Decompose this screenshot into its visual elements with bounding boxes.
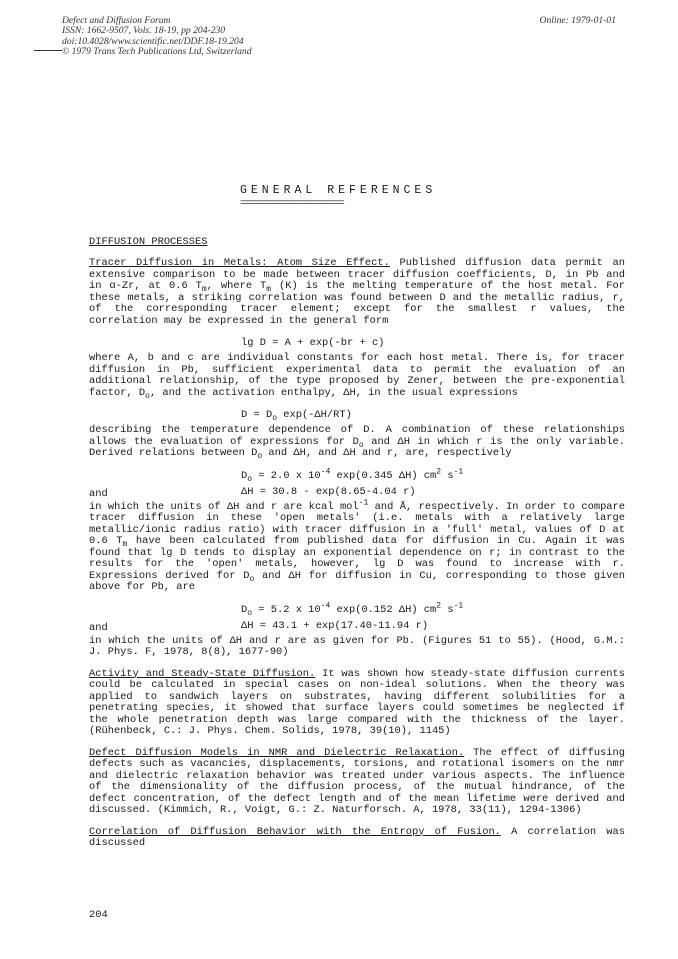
entry-activity: Activity and Steady-State Diffusion. It was shown how steady-state diffusion currents could be calculated in special cases on non-ideal solutions. When the theory was applied to sandwich layers on substrates, having different solubilities for a penetrating species, it showed that surface layers could sometimes be neglected if the whole penetration depth was large compared with the thickness of the layer. (Rühenbeck, C.: J. Phys. Chem. Solids, 1978, 39(10), 1145) — [89, 667, 625, 737]
and-connector: and — [89, 487, 108, 500]
paragraph-tracer-4: in which the units of ΔH and r are kcal mol$^{-1}$ and Å, respectively. In order to compare tracer diffusion in these 'open metals' (i.e. metals with a relatively large metallic/ionic radius ratio) with tracer diffusion in a 'full' metal, values of D at 0.6 $T_m$ have been calculated from published data for diffusion in Cu. Again it was found that lg D tends to display an exponential dependence on r; in contrast to the results for the 'open' metals, however, lg D was found to increase with r. Expressions derived for $D_o$ and ΔH for diffusion in Cu, corresponding to those given above for Pb, are — [89, 498, 626, 593]
paragraph-tracer-1: Tracer Diffusion in Metals: Atom Size Effect. Published diffusion data permit an extensive comparison to be made between tracer diffusion coefficients, D, in Pb and in α-Zr, at 0.6 $T_m$, where $T_m$ (K) is the melting temperature of the host metal. For these metals, a striking correlation was found between D and the metallic radius, r, of the corresponding tracer element; except for the smallest r values, the correlation may be expressed in the general form — [89, 257, 626, 327]
entry-defect-models: Defect Diffusion Models in NMR and Dielectric Relaxation. The effect of diffusing defects such as vacancies, displacements, torsions, and rotational isomers on the nmr and dielectric relaxation behavior was treated under various aspects. The influence of the dimensionality of the diffusion process, of the mutual hindrance, of the defect concentration, of the defect length and of the mean lifetime were derived and discussed. (Kimmich, R., Voigt, G.: Z. Naturforsch. A, 1978, 33(11), 1294-1306) — [89, 746, 626, 816]
equation-1: lg D = A + exp(-br + c) — [241, 337, 385, 349]
equation-6: and ΔH = 43.1 + exp(17.40-11.94 r) — [89, 619, 429, 634]
page-number: 204 — [89, 909, 108, 921]
page-title: GENERAL REFERENCES — [240, 184, 437, 197]
issn-line: ISSN: 1662-9507, Vols. 18-19, pp 204-230 — [62, 25, 226, 37]
article-body — [89, 236, 625, 860]
equation-4: and ΔH = 30.8 - exp(8.65-4.04 r) — [89, 485, 416, 500]
journal-metadata — [62, 16, 252, 58]
paragraph-tracer-2: where A, b and c are individual constants for each host metal. There is, for tracer diffusion in Pb, sufficient experimental data to permit the evaluation of an additional relationship, of the type proposed by Zener, between the pre-exponential factor, $D_o$, and the activation enthalpy, ΔH, in the usual expressions — [89, 352, 625, 401]
copyright-line: © 1979 Trans Tech Publications Ltd, Switzerland — [62, 46, 252, 58]
and-connector: and — [89, 621, 108, 634]
entry-heading-tracer: Tracer Diffusion in Metals: Atom Size Effect. — [89, 257, 390, 269]
equation-5: $D_o = 5.2$ x $10^{-4}$ exp(0.152 ΔH) $cm^2$ $s^{-1}$ — [241, 601, 464, 618]
section-heading: DIFFUSION PROCESSES — [89, 236, 208, 248]
online-date: Online: 1979-01-01 — [539, 15, 616, 26]
journal-name: Defect and Diffusion Forum — [62, 15, 171, 26]
title-underline: ================================ — [240, 198, 343, 208]
entry-heading-defect: Defect Diffusion Models in NMR and Dielectric Relaxation. — [89, 746, 465, 759]
entry-heading-correlation: Correlation of Diffusion Behavior with the Entropy of Fusion. — [89, 825, 501, 838]
entry-heading-activity: Activity and Steady-State Diffusion. — [89, 667, 316, 680]
paragraph-tracer-3: describing the temperature dependence of D. A combination of these relationships allows the evaluation of expressions for $D_o$ and ΔH in which r is the only variable. Derived relations between $D_o$ and ΔH, and ΔH and r, are, respectively — [89, 424, 625, 462]
equation-2: $D = D_o$ exp(-ΔH/RT) — [241, 409, 352, 424]
doi-rule — [34, 50, 62, 51]
paragraph-tracer-5: in which the units of ΔH and r are as given for Pb. (Figures 51 to 55). (Hood, G.M.: J. Phys. F, 1978, 8(8), 1677-90) — [89, 634, 625, 658]
equation-3: $D_o = 2.0$ x $10^{-4}$ exp(0.345 ΔH) $cm^2$ $s^{-1}$ — [241, 467, 464, 484]
entry-correlation: Correlation of Diffusion Behavior with the Entropy of Fusion. A correlation was discussed — [89, 825, 625, 849]
doi-link[interactable]: doi:10.4028/www.scientific.net/DDF.18-19.204 — [62, 35, 244, 47]
